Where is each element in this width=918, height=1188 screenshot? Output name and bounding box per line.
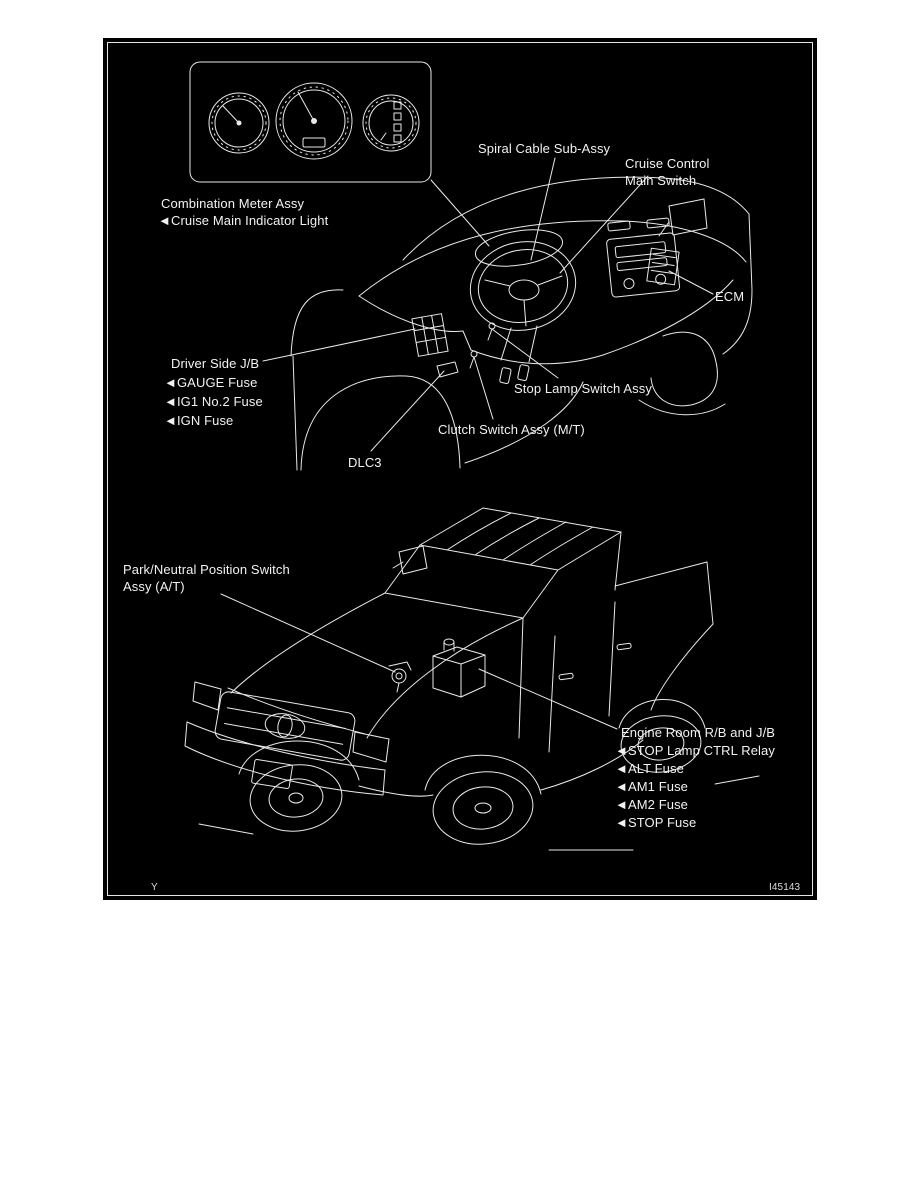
leader-lines: [221, 158, 713, 729]
clutch-switch-component: [470, 351, 477, 368]
label-ecm: ECM: [715, 289, 745, 304]
label-cruise-control-line2: Main Switch: [625, 173, 697, 188]
label-alt-fuse: ◄ALT Fuse: [615, 761, 684, 776]
label-clutch-switch-assy: Clutch Switch Assy (M/T): [438, 422, 585, 437]
label-park-neutral-switch-line1: Park/Neutral Position Switch: [123, 562, 290, 577]
label-driver-side-jb: Driver Side J/B: [171, 356, 260, 371]
label-stop-lamp-ctrl-relay: ◄STOP Lamp CTRL Relay: [615, 743, 775, 758]
instrument-cluster-inset: [190, 62, 431, 182]
engine-room-jb-component: [433, 639, 485, 697]
corner-mark: Y: [151, 882, 158, 893]
label-am1-fuse: ◄AM1 Fuse: [615, 779, 689, 794]
figure-id: I45143: [769, 882, 801, 893]
vehicle-line-art: [103, 38, 817, 900]
label-ign-fuse: ◄IGN Fuse: [164, 413, 234, 428]
component-location-diagram: [103, 38, 817, 900]
label-spiral-cable-sub-assy: Spiral Cable Sub-Assy: [478, 141, 611, 156]
driver-side-jb-component: [412, 314, 448, 357]
park-neutral-switch-component: [389, 662, 411, 692]
stop-lamp-switch-component: [488, 323, 495, 340]
label-stop-fuse: ◄STOP Fuse: [615, 815, 697, 830]
label-dlc3: DLC3: [348, 455, 382, 470]
label-combination-meter-assy: Combination Meter Assy: [161, 196, 305, 211]
label-engine-room-rb-jb: Engine Room R/B and J/B: [621, 725, 776, 740]
label-stop-lamp-switch-assy: Stop Lamp Switch Assy: [514, 381, 652, 396]
label-am2-fuse: ◄AM2 Fuse: [615, 797, 689, 812]
label-cruise-control-line1: Cruise Control: [625, 156, 710, 171]
label-cruise-main-indicator-light: ◄Cruise Main Indicator Light: [158, 213, 329, 228]
label-gauge-fuse: ◄GAUGE Fuse: [164, 375, 258, 390]
label-park-neutral-switch-line2: Assy (A/T): [123, 579, 185, 594]
label-ig1-no2-fuse: ◄IG1 No.2 Fuse: [164, 394, 263, 409]
